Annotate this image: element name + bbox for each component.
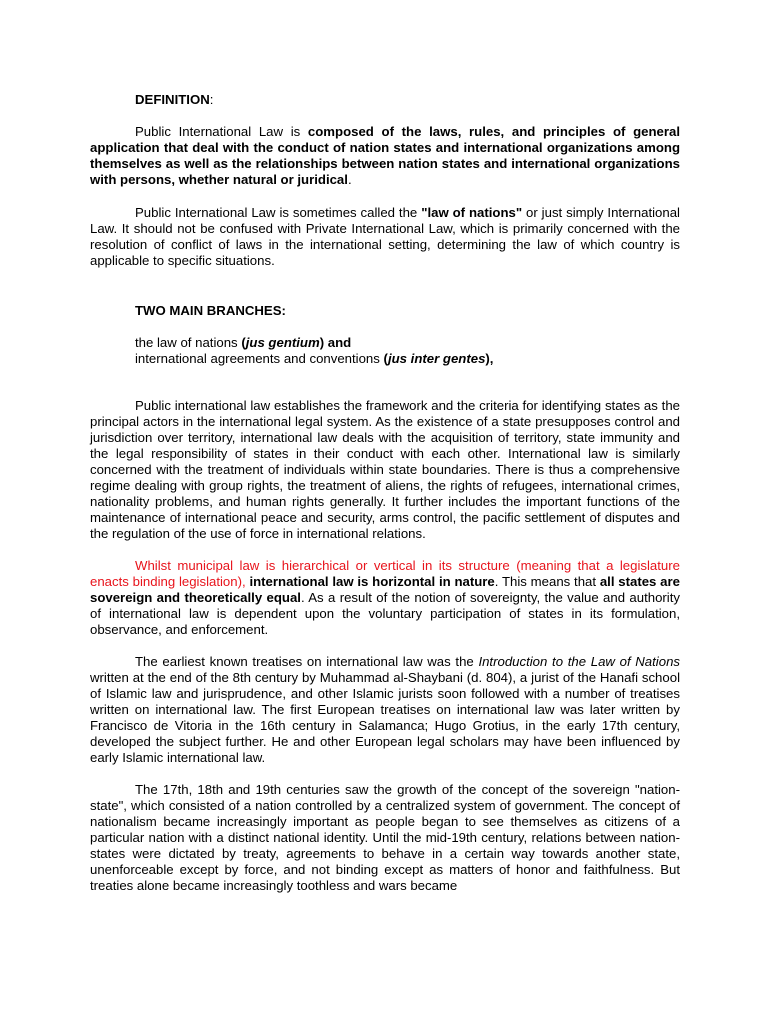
earliest-treatises-paragraph xyxy=(90,654,680,766)
branch-item-jus-gentium xyxy=(90,335,680,351)
nation-state-paragraph: The 17th, 18th and 19th centuries saw the growth of the concept of the sovereign "nation-state", which consisted of a nation controlled by a centralized system of government. The concept of nationalism became increasingly important as people began to see themselves as citizens of a particular nation with a distinct national identity. Until the mid-19th century, relations between nation-states were dictated by treaty, agreements to behave in a certain way towards another state, unenforceable except by force, and not binding except as matters of honor and faithfulness. But treaties alone became increasingly toothless and wars became xyxy=(90,782,680,893)
definition-paragraph xyxy=(90,124,680,188)
text-run: . xyxy=(347,172,352,187)
document-page xyxy=(90,92,680,894)
horizontal-nature-paragraph xyxy=(90,558,680,638)
text-run: The earliest known treatises on international law was the xyxy=(135,654,479,669)
definition-heading xyxy=(90,92,680,108)
text-run: . This means that xyxy=(494,574,600,589)
text-run: . As a result of the notion of sovereignty, the value and authority of international law is dependent upon the voluntary participation of states in its formulation, observance, and enforcement. xyxy=(90,590,680,637)
bold-run: ), xyxy=(485,351,494,366)
text-run: Public International Law is xyxy=(135,124,308,139)
text-run: or just simply International Law. It should not be confused with Private International Law, which is primarily concerned with the resolution of conflict of laws in the international setting, determining the law of which country is applicable to specific situations. xyxy=(90,205,680,268)
definition-heading-colon: : xyxy=(209,92,214,107)
bold-run: all states are sovereign and theoretically equal xyxy=(90,574,680,605)
bold-run: international law is horizontal in nature xyxy=(245,574,495,589)
bold-italic-run: jus gentium xyxy=(245,335,320,350)
italic-run: Introduction to the Law of Nations xyxy=(478,654,680,669)
bold-run: ( xyxy=(241,335,246,350)
bold-run: ( xyxy=(383,351,388,366)
definition-heading-text: DEFINITION xyxy=(135,92,210,107)
bold-run: composed of the laws, rules, and principles of general application that deal with the conduct of nation states and international organizations among themselves as well as the relationships between nation states and international organizations with persons, whether natural or juridical xyxy=(90,124,680,187)
law-of-nations-paragraph xyxy=(90,205,680,269)
red-text-run: Whilst municipal law is hierarchical or vertical in its structure (meaning that a legislature enacts binding legislation), xyxy=(90,558,680,589)
branch-item-jus-inter-gentes xyxy=(90,351,680,367)
bold-run: ) and xyxy=(319,335,352,350)
bold-run: "law of nations" xyxy=(421,205,523,220)
framework-paragraph: Public international law establishes the framework and the criteria for identifying states as the principal actors in the international legal system. As the existence of a state presupposes control and jurisdiction over territory, international law deals with the acquisition of territory, state immunity and the legal responsibility of states in their conduct with each other. International law is similarly concerned with the treatment of individuals within state boundaries. There is thus a comprehensive regime dealing with group rights, the treatment of aliens, the rights of refugees, international crimes, nationality problems, and human rights generally. It further includes the important functions of the maintenance of international peace and security, arms control, the pacific settlement of disputes and the regulation of the use of force in international relations. xyxy=(90,398,680,541)
text-run: Public International Law is sometimes called the xyxy=(135,205,422,220)
branches-heading: TWO MAIN BRANCHES: xyxy=(135,303,286,318)
bold-italic-run: jus inter gentes xyxy=(387,351,486,366)
text-run: written at the end of the 8th century by Muhammad al-Shaybani (d. 804), a jurist of the Hanafi school of Islamic law and jurisprudence, and other Islamic jurists soon followed with a number of treatises written on international law. The first European treatises on international law was later written by Francisco de Vitoria in the 16th century in Salamanca; Hugo Grotius, in the early 17th century, developed the subject further. He and other European legal scholars may have been influenced by early Islamic international law. xyxy=(90,670,680,765)
text-run: international agreements and conventions xyxy=(135,351,384,366)
text-run: the law of nations xyxy=(135,335,242,350)
